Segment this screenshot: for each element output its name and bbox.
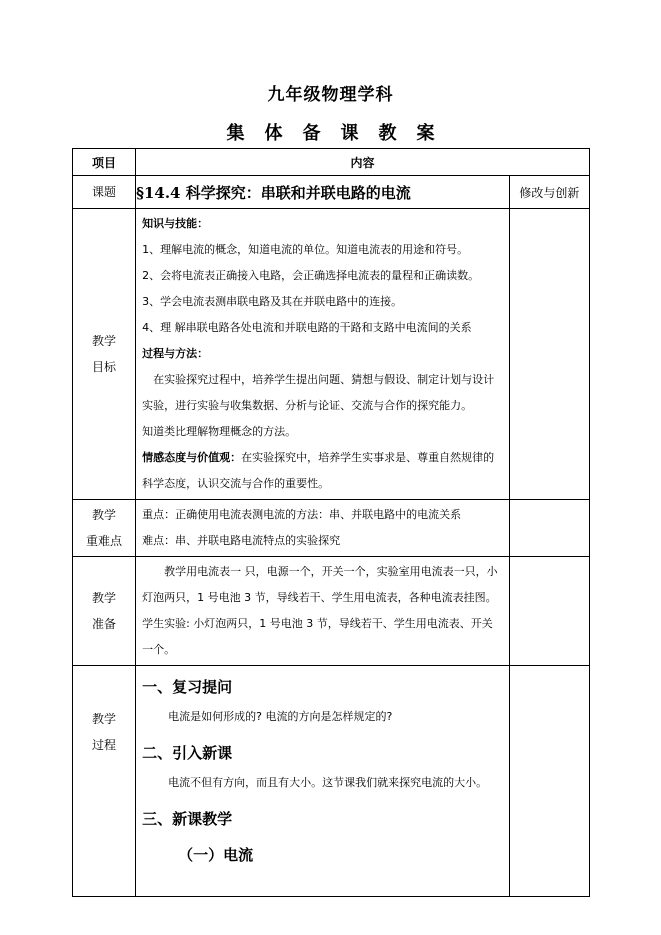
goals-revise-cell [509,209,589,500]
goals-label-line: 教学 [92,334,117,348]
plan-title-char: 集 [226,123,245,144]
keypoints-content [136,500,510,557]
lesson-plan-table [72,148,590,897]
keypoints-row [73,500,590,557]
section-intro-text: 电流不但有方向，而且有大小。这节课我们就来探究电流的大小。 [168,776,488,789]
topic-title: §14.4 科学探究：串联和并联电路的电流 [136,176,510,209]
preparation-content [136,557,510,666]
goals-label [73,209,136,500]
preparation-row [73,557,590,666]
process-text: 在实验探究过程中，培养学生提出问题、猜想与假设、制定计划与设计实验，进行实验与收集数据、分析与论证、交流与合作的探究能力。 [142,373,495,412]
section-review-text: 电流是如何形成的? 电流的方向是怎样规定的? [168,710,393,723]
attitude-text: 在实验探究中，培养学生实事求是、尊重自然规律的科学态度，认识交流与合作的重要性。 [142,451,495,490]
keypoints-revise-cell [509,500,589,557]
process-row [73,666,590,897]
process-label [73,666,136,897]
knowledge-heading: 知识与技能： [142,217,209,230]
plan-title-char: 教 [378,123,397,144]
keypoints-label-line: 教学 [92,508,117,522]
keypoint-line: 重点：正确使用电流表测电流的方法：串、并联电路中的电流关系 [142,508,462,521]
goals-content [136,209,510,500]
knowledge-item: 2、会将电流表正确接入电路，会正确选择电流表的量程和正确读数。 [142,269,480,282]
plan-title-char: 体 [264,123,283,144]
knowledge-item: 4、理 解串联电路各处电流和并联电路的干路和支路中电流间的关系 [142,321,472,334]
revise-label: 修改与创新 [509,176,589,209]
attitude-heading: 情感态度与价值观： [142,451,242,464]
section-intro: 二、引入新课 [142,744,233,762]
preparation-label-line: 准备 [92,617,117,631]
preparation-label-line: 教学 [92,591,117,605]
section-review: 一、复习提问 [142,678,233,696]
subsection-current: （一）电流 [178,846,254,864]
goals-label-line: 目标 [92,360,117,374]
attitude-block [142,445,503,497]
process-content [136,666,510,897]
preparation-label [73,557,136,666]
keypoints-label [73,500,136,557]
process-label-line: 教学 [92,712,117,726]
topic-label: 课题 [73,176,136,209]
difficulty-line: 难点：串、并联电路电流特点的实验探究 [142,534,341,547]
plan-title-char: 案 [416,123,435,144]
knowledge-item: 3、学会电流表测串联电路及其在并联电路中的连接。 [142,295,403,308]
section-new-lesson: 三、新课教学 [142,810,233,828]
col-content-header: 内容 [136,149,590,176]
plan-title-char: 课 [340,123,359,144]
process-revise-cell [509,666,589,897]
knowledge-item: 1、理解电流的概念，知道电流的单位。知道电流表的用途和符号。 [142,243,469,256]
process-heading: 过程与方法： [142,347,209,360]
plan-title-char: 备 [302,123,321,144]
process-label-line: 过程 [92,738,117,752]
subject-title: 九年级物理学科 [267,85,394,105]
keypoints-label-line: 重难点 [86,534,123,548]
goals-row [73,209,590,500]
preparation-text: 教学用电流表一 只，电源一个，开关一个，实验室用电流表一只，小灯泡两只，1 号电池 3 节，导线若干、学生用电流表，各种电流表挂图。学生实验: 小灯泡两只，1 号电池 3 节，导线若干、学生用电流表、开关一个。 [142,565,498,656]
process-text-2: 知道类比理解物理概念的方法。 [142,425,297,438]
col-item-header: 项目 [73,149,136,176]
header-row [73,149,590,176]
topic-row [73,176,590,209]
plan-title [0,119,661,145]
preparation-revise-cell [509,557,589,666]
